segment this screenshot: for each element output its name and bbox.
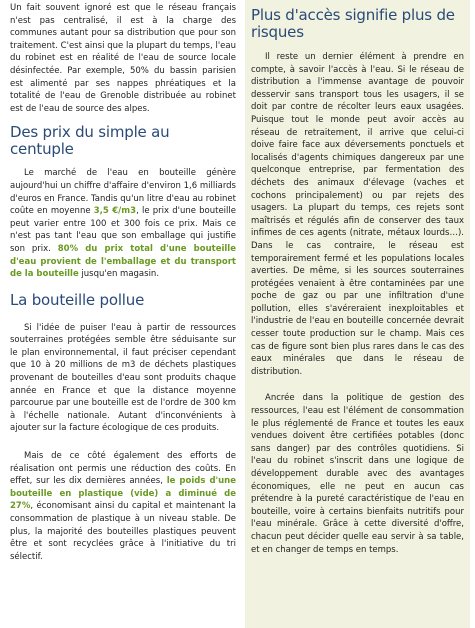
prices-text-3: jusqu'en magasin. bbox=[78, 269, 160, 280]
efforts-text-1: Mais de ce côté également des efforts de réalisation ont permis une réduction des coûts. En effet, sur les dix dernières années, bbox=[10, 451, 236, 487]
prices-paragraph bbox=[10, 167, 236, 280]
left-column bbox=[10, 2, 236, 628]
prices-text-1: Le marché de l'eau en bouteille génère aujourd'hui un chiffre d'affaire d'environ 1,6 milliards d'euros en France. Tandis qu'un litre d'eau au robinet coûte en moyenne bbox=[10, 168, 236, 217]
closing-paragraph: Ancrée dans la politique de gestion des ressources, l'eau est l'élément de consommation le plus réglementé de France et toutes les eaux vendues doivent être certifiées potables (donc sans danger) par des contrôles quotidiens. Si l'eau du robinet s'inscrit dans une logique de développement durable avec des avantages économiques, elle ne peut en aucun cas prétendre à la pureté caractéristique de l'eau en bouteille, voire à certains bienfaits nutritifs pour l'eau minérale. Grâce à cette diversité d'offre, chacun peut décider quelle eau servir à sa table, et en changer de temps en temps. bbox=[251, 393, 464, 555]
right-column-sidebar bbox=[245, 0, 470, 628]
prices-text-2: , le prix d'une bouteille peut varier entre 100 et 300 fois ce prix. Mais ce n'est pas tant l'eau que son emballage qui justifie son prix. bbox=[10, 206, 236, 254]
heading-access-risks: Plus d'accès signifie plus de risques bbox=[251, 6, 455, 41]
efforts-paragraph bbox=[10, 450, 236, 563]
heading-prices: Des prix du simple au centuple bbox=[10, 123, 170, 159]
weight-highlight: le poids d'une bouteille en plastique (vide) a diminué de 27% bbox=[10, 476, 236, 512]
packaging-highlight: 80% du prix total d'une bouteille d'eau provient de l'emballage et du transport de la bouteille bbox=[10, 243, 236, 280]
price-highlight: 3,5 €/m3 bbox=[93, 206, 137, 217]
efforts-text-2: , économisant ainsi du capital et maintenant la consommation de plastique à un niveau stable. De plus, la majorité des bouteilles plastiques peuvent être et sont recyclées grâce à l'initiative du tri sélectif. bbox=[10, 501, 236, 562]
access-paragraph: Il reste un dernier élément à prendre en compte, à savoir l'accès à l'eau. Si le réseau de distribution a l'immense avantage de pouvoir desservir sans transport tous les usagers, il se doit par contre de récolter leurs eaux usagées. Puisque tout le monde peut avoir accès au réseau de retraitement, il arrive que celui-ci doive faire face aux déversements ponctuels et localisés d'agents chimiques dangereux par une quelconque entreprise, par fermentation des déchets des animaux d'élevage (vaches et cochons principalement) ou par rejets des usagers. La plupart du temps, ces rejets sont maîtrisés et régulés afin de conserver des taux infimes de ces agents (nitrate, métaux lourds…). Dans le cas contraire, le réseau est temporairement fermé et les populations locales averties. De même, si les sources souterraines protégées venaient à être contaminées par une poche de gaz ou par une infiltration d'une pollution, elles s'avéreraient inexploitables et l'industrie de l'eau en bouteille concernée devrait cesser toute production sur le champ. Mais ces cas de figure sont bien plus rares dans le cas des eaux minérales que dans le réseau de distribution. bbox=[251, 52, 464, 377]
pollution-paragraph: Si l'idée de puiser l'eau à partir de ressources souterraines protégées semble être séduisante sur le plan environnemental, il faut préciser cependant que 10 à 20 millions de m3 de déchets plastiques provenant de bouteilles d'eau sont produits chaque année en France et que la distance moyenne parcourue par une bouteille est de l'ordre de 300 km à l'échelle nationale. Autant d'inconvénients à ajouter sur la facture écologique de ces produits. bbox=[10, 322, 236, 434]
intro-paragraph: Un fait souvent ignoré est que le réseau français n'est pas centralisé, il est à la charge des communes autant pour sa distribution que pour son traitement. C'est ainsi que la plupart du temps, l'eau du robinet est en réalité de l'eau de source locale désinfectée. Par exemple, 50% du bassin parisien est alimenté par ses nappes phréatiques et la totalité de l'eau de Grenoble distribuée au robinet est de l'eau de source des alpes. bbox=[10, 3, 236, 114]
heading-pollution: La bouteille pollue bbox=[10, 290, 145, 309]
